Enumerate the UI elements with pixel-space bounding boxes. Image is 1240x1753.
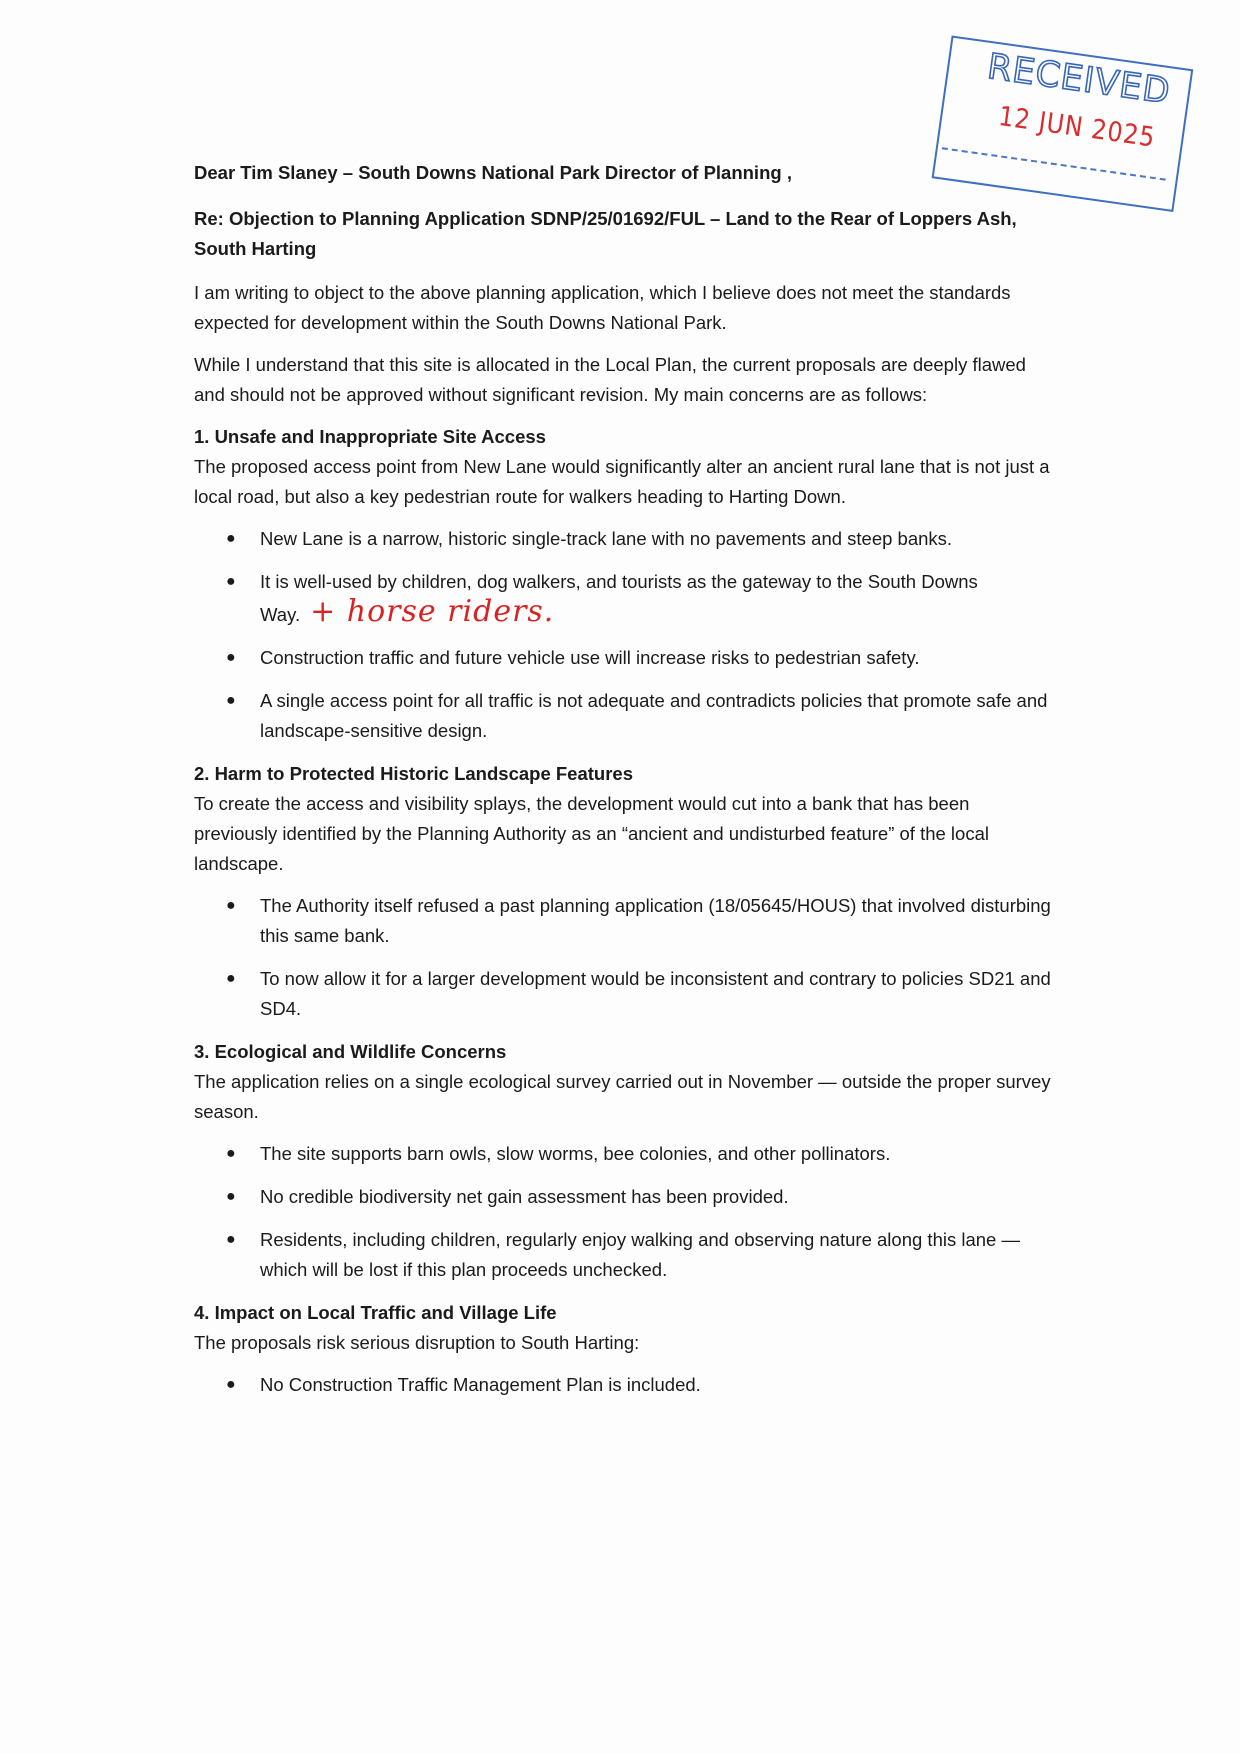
salutation: Dear Tim Slaney – South Downs National Park Director of Planning ,: [194, 162, 792, 183]
section-intro: The proposals risk serious disruption to South Harting:: [194, 1332, 640, 1353]
bullet-icon: ●: [226, 692, 236, 709]
list-item-text: A single access point for all traffic is not adequate and contradicts policies that promote safe and landscape-sensitive design.: [260, 690, 1048, 741]
bullet-icon: ●: [226, 1376, 236, 1393]
list-item-text: No credible biodiversity net gain assessment has been provided.: [260, 1186, 789, 1207]
list-item: [194, 686, 1054, 746]
stamp-date: 12 JUN 2025: [996, 100, 1158, 154]
concerns-paragraph: While I understand that this site is allocated in the Local Plan, the current proposals are deeply flawed and should not be approved without significant revision. My main concerns are as follows:: [194, 354, 1026, 405]
bullet-icon: ●: [226, 1188, 236, 1205]
section-heading: 3. Ecological and Wildlife Concerns: [194, 1041, 507, 1062]
section-heading: 2. Harm to Protected Historic Landscape Features: [194, 763, 633, 784]
bullet-icon: ●: [226, 573, 236, 590]
bullet-icon: ●: [226, 1145, 236, 1162]
bullet-icon: ●: [226, 649, 236, 666]
bullet-list: [194, 1370, 1054, 1400]
section-intro: The proposed access point from New Lane would significantly alter an ancient rural lane that is not just a local road, but also a key pedestrian route for walkers heading to Harting Down.: [194, 456, 1050, 507]
section-heading: 1. Unsafe and Inappropriate Site Access: [194, 426, 546, 447]
list-item: [194, 567, 1054, 630]
bullet-icon: ●: [226, 897, 236, 914]
list-item-text: To now allow it for a larger development would be inconsistent and contrary to policies SD21 and SD4.: [260, 968, 1051, 1019]
letter-body: [194, 158, 1054, 1413]
bullet-icon: ●: [226, 970, 236, 987]
list-item: [194, 1139, 1054, 1169]
bullet-icon: ●: [226, 530, 236, 547]
intro-paragraph: I am writing to object to the above planning application, which I believe does not meet the standards expected for development within the South Downs National Park.: [194, 282, 1011, 333]
list-item-text: The site supports barn owls, slow worms, bee colonies, and other pollinators.: [260, 1143, 891, 1164]
stamp-word: RECEIVED: [984, 46, 1173, 113]
list-item: [194, 891, 1054, 951]
handwritten-annotation: + horse riders.: [310, 594, 555, 629]
list-item-text: No Construction Traffic Management Plan is included.: [260, 1374, 701, 1395]
section-intro: The application relies on a single ecological survey carried out in November — outside the proper survey season.: [194, 1071, 1051, 1122]
subject-line: Re: Objection to Planning Application SDNP/25/01692/FUL – Land to the Rear of Loppers Ash, South Harting: [194, 208, 1017, 259]
list-item: [194, 1182, 1054, 1212]
section-heading: 4. Impact on Local Traffic and Village Life: [194, 1302, 557, 1323]
list-item-text: Construction traffic and future vehicle use will increase risks to pedestrian safety.: [260, 647, 920, 668]
list-item: [194, 643, 1054, 673]
bullet-icon: ●: [226, 1231, 236, 1248]
bullet-list: [194, 891, 1054, 1024]
bullet-list: [194, 1139, 1054, 1285]
list-item-text: Residents, including children, regularly enjoy walking and observing nature along this lane — which will be lost if this plan proceeds unchecked.: [260, 1229, 1020, 1280]
section-intro: To create the access and visibility splays, the development would cut into a bank that has been previously identified by the Planning Authority as an “ancient and undisturbed feature” of the local landscape.: [194, 793, 989, 874]
list-item-text: The Authority itself refused a past planning application (18/05645/HOUS) that involved disturbing this same bank.: [260, 895, 1051, 946]
list-item: [194, 524, 1054, 554]
bullet-list: [194, 524, 1054, 746]
list-item: [194, 1370, 1054, 1400]
list-item-text: New Lane is a narrow, historic single-track lane with no pavements and steep banks.: [260, 528, 953, 549]
list-item: [194, 964, 1054, 1024]
list-item: [194, 1225, 1054, 1285]
list-item-text: It is well-used by children, dog walkers, and tourists as the gateway to the South Downs Way.: [260, 571, 978, 625]
